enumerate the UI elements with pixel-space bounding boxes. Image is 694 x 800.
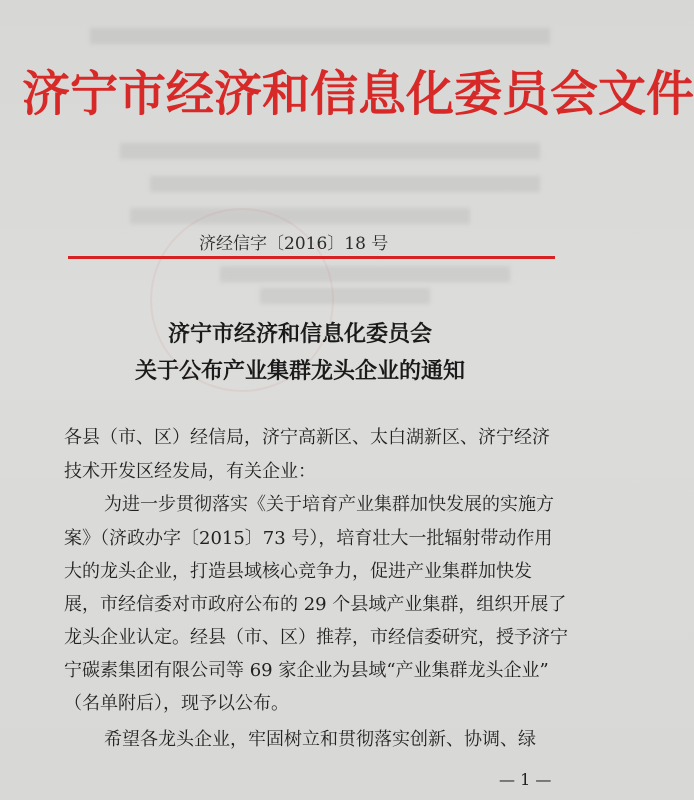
body-line: 展，市经信委对市政府公布的 29 个县域产业集群，组织开展了 — [64, 594, 567, 615]
body-line: 技术开发区经发局，有关企业： — [64, 461, 316, 482]
page-number: — 1 — — [499, 770, 552, 789]
body-line: （名单附后），现予以公布。 — [64, 693, 289, 714]
body-line: 龙头企业认定。经县（市、区）推荐，市经信委研究，授予济宁 — [64, 627, 568, 648]
body-line: 案》（济政办字〔2015〕73 号），培育壮大一批辐射带动作用 — [64, 528, 553, 549]
body-line: 宁碳素集团有限公司等 69 家企业为县域“产业集群龙头企业” — [64, 660, 549, 681]
notice-title-line-2: 关于公布产业集群龙头企业的通知 — [134, 358, 465, 384]
notice-title-line-1: 济宁市经济和信息化委员会 — [167, 321, 432, 347]
bleed-through-text — [130, 208, 470, 224]
body-line: 为进一步贯彻落实《关于培育产业集群加快发展的实施方 — [104, 494, 554, 515]
red-separator-line — [68, 256, 555, 259]
bleed-through-text — [90, 28, 550, 44]
document-number: 济经信字〔2016〕18 号 — [199, 234, 389, 254]
body-line: 大的龙头企业，打造县域核心竞争力，促进产业集群加快发 — [64, 561, 532, 582]
body-line: 希望各龙头企业，牢固树立和贯彻落实创新、协调、绿 — [104, 729, 536, 750]
body-line: 各县（市、区）经信局，济宁高新区、太白湖新区、济宁经济 — [64, 427, 550, 448]
bleed-through-text — [150, 176, 540, 192]
document-header-title: 济宁市经济和信息化委员会文件 — [22, 66, 694, 122]
bleed-through-text — [120, 143, 540, 159]
